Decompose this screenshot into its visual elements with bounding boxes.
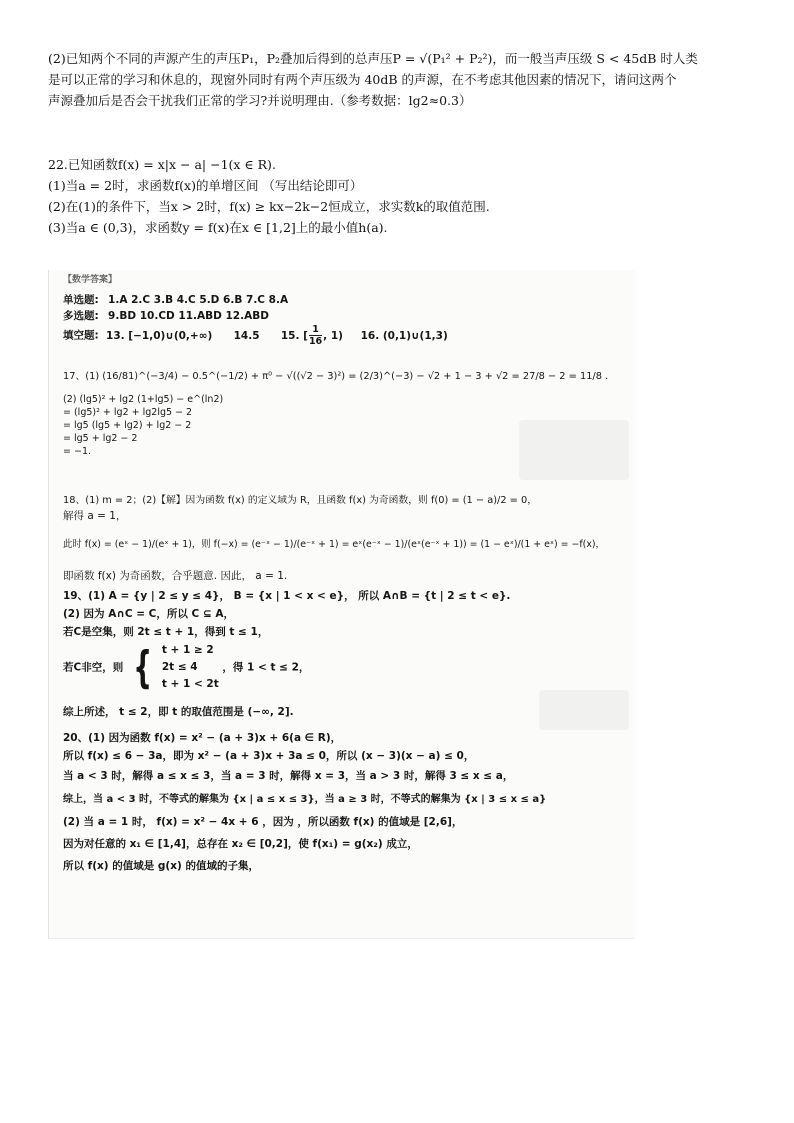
multi-choice-row (63, 308, 269, 323)
problem-21-line-3: 声源叠加后是否会干扰我们正常的学习?并说明理由.（参考数据：lg2≈0.3） (48, 93, 472, 108)
inequality-system: t + 1 ≥ 2 2t ≤ 4 t + 1 < 2t (161, 644, 219, 690)
fill-blank-label: 填空题: (63, 329, 99, 342)
multi-choice-label: 多选题: (63, 310, 99, 322)
problem-22-q3: (3)当a ∈ (0,3)，求函数y = f(x)在x ∈ [1,2]上的最小值h(a). (48, 220, 388, 235)
answer-17-part-2-line-1: (2) (lg5)² + lg2 (1+lg5) − e^(ln2) (63, 394, 224, 405)
answer-17-part-2-line-3: = lg5 (lg5 + lg2) + lg2 − 2 (63, 420, 192, 431)
answer-19-line-5: 综上所述， t ≤ 2，即 t 的取值范围是 (−∞, 2]. (63, 706, 294, 718)
answer-20-line-6: 因为对任意的 x₁ ∈ [1,4]，总存在 x₂ ∈ [0,2]，使 f(x₁) = g(x₂) 成立， (63, 838, 418, 850)
problem-21-line-1: (2)已知两个不同的声源产生的声压P₁，P₂叠加后得到的总声压P = √(P₁² + P₂²)，而一般当声压级 S < 45dB 时人类 (48, 51, 698, 66)
answer-20-line-7: 所以 f(x) 的值域是 g(x) 的值域的子集， (63, 860, 259, 872)
answer-19-line-3: 若C是空集，则 2t ≤ t + 1，得到 t ≤ 1， (63, 626, 269, 638)
fill-16: 16. (0,1)∪(1,3) (360, 329, 448, 342)
answer-sheet-scan (48, 270, 635, 939)
answer-19-line-1: 19、(1) A = {y | 2 ≤ y ≤ 4}， B = {x | 1 < x < e}， 所以 A∩B = {t | 2 ≤ t < e}. (63, 590, 511, 602)
answer-17-part-1: 17、(1) (16/81)^(−3/4) − 0.5^(−1/2) + π⁰ − √((√2 − 3)²) = (2/3)^(−3) − √2 + 1 − 3 + √2 = 27/8 − 2 = 11/8 . (63, 371, 609, 382)
answer-17-part-2-line-4: = lg5 + lg2 − 2 (63, 433, 138, 444)
problem-22-stem: 22.已知函数f(x) = x|x − a| −1(x ∈ R). (48, 157, 276, 172)
problem-21-line-2: 是可以正常的学习和休息的，现窗外同时有两个声压级为 40dB 的声源，在不考虑其他因素的情况下，请问这两个 (48, 72, 677, 87)
answer-18-line-4: 即函数 f(x) 为奇函数，合乎题意. 因此， a = 1. (63, 570, 288, 582)
answer-20-line-4: 综上，当 a < 3 时，不等式的解集为 {x | a ≤ x ≤ 3}，当 a ≥ 3 时，不等式的解集为 {x | 3 ≤ x ≤ a} (63, 794, 547, 805)
answer-20-line-2: 所以 f(x) ≤ 6 − 3a，即为 x² − (a + 3)x + 3a ≤ 0，所以 (x − 3)(x − a) ≤ 0， (63, 750, 475, 762)
fill-14: 14.5 (233, 329, 260, 342)
fill-13: 13. [−1,0)∪(0,+∞) (106, 329, 213, 342)
answer-18-line-3: 此时 f(x) = (eˣ − 1)/(eˣ + 1)，则 f(−x) = (e⁻ˣ − 1)/(e⁻ˣ + 1) = eˣ(e⁻ˣ − 1)/(eˣ(e⁻ˣ + 1)) = (1 − eˣ)/(1 + eˣ) = −f(x)， (63, 539, 605, 550)
problem-22-q2: (2)在(1)的条件下，当x > 2时，f(x) ≥ kx−2k−2恒成立，求实数k的取值范围. (48, 199, 490, 214)
fill-blank-row (63, 324, 448, 347)
single-choice-row (63, 292, 288, 307)
problem-21-part-2 (48, 48, 753, 111)
answer-20-line-1: 20、(1) 因为函数 f(x) = x² − (a + 3)x + 6(a ∈ R)， (63, 732, 342, 744)
fill-15: 15. [ $\frac{1}{16}$ , 1) (280, 324, 343, 347)
answer-17-part-2-line-2: = (lg5)² + lg2 + lg2lg5 − 2 (63, 407, 193, 418)
answers-header: 【数学答案】 (63, 275, 118, 285)
answer-17-part-2-line-5: = −1. (63, 446, 92, 457)
answer-19-line-4: 若C非空，则 { t + 1 ≥ 2 2t ≤ 4 t + 1 < 2t ，得 1 < t ≤ 2， (63, 641, 310, 693)
answer-19-line-2: (2) 因为 A∩C = C，所以 C ⊆ A， (63, 608, 234, 620)
answer-18-line-2: 解得 a = 1， (63, 510, 127, 522)
answer-18-line-1: 18、(1) m = 2；(2)【解】因为函数 f(x) 的定义域为 R，且函数 f(x) 为奇函数，则 f(0) = (1 − a)/2 = 0， (63, 495, 538, 506)
problem-22-q1: (1)当a = 2时，求函数f(x)的单增区间 （写出结论即可） (48, 178, 363, 193)
problem-22 (48, 154, 753, 238)
multi-choice-answers: 9.BD 10.CD 11.ABD 12.ABD (108, 310, 269, 322)
single-choice-label: 单选题: (63, 294, 99, 306)
answer-20-line-3: 当 a < 3 时，解得 a ≤ x ≤ 3，当 a = 3 时，解得 x = 3，当 a > 3 时，解得 3 ≤ x ≤ a， (63, 770, 514, 782)
single-choice-answers: 1.A 2.C 3.B 4.C 5.D 6.B 7.C 8.A (108, 294, 289, 306)
answer-20-line-5: (2) 当 a = 1 时， f(x) = x² − 4x + 6 ，因为 ，所以函数 f(x) 的值域是 [2,6]， (63, 816, 463, 828)
